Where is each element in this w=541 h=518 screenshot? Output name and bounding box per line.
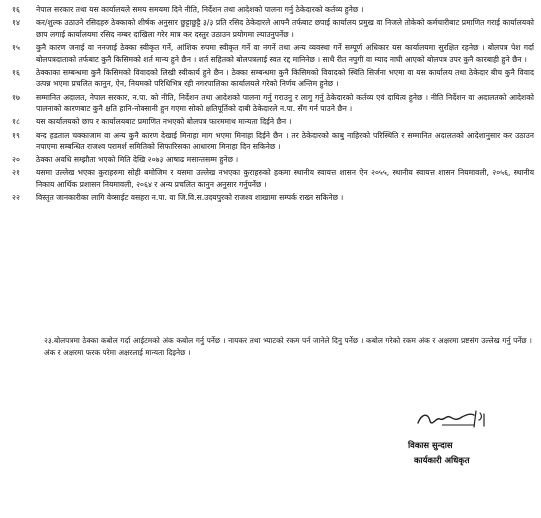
clause-number: १४ [12, 18, 20, 28]
clause-text: बन्द हडताल चक्काजाम वा अन्य कुनै कारण देखाई मिनाहा माग भएमा मिनाहा दिईने छैन । तर ठेकेदारको काबु नाहिरको परिस्थिति र सम्मानित अदालतको आदेशानुसार कर उठाउन नपाएमा सम्बन्धित राजश्व परामर्श समितिको सिफारिसका आधारमा मिनाहा दिन सकिनेछ । [36, 130, 534, 152]
clause-text: विस्तृत जानकारीका लागि वेव्साईट वसहरा न.पा. वा जि.वि.स.उदयपुरको राजश्व शाखामा सम्पर्क राख्न सकिनेछ । [36, 193, 344, 203]
clause-item [10, 167, 534, 192]
clause-item [10, 17, 534, 42]
clause-text: कुनै कारण जनाई वा ननजाई ठेक्का स्वीकृत गर्ने, आंशिक रुपमा स्वीकृत गर्ने वा नगर्ने तथा अन्य व्यवस्था गर्ने सम्पूर्ण अधिकार यस कार्यालयमा सुरक्षित रहनेछ । बोलपत्र पेश गर्दा बोलपत्रदाताको तर्फबाट कुनै किसिमको शर्त मान्य हुने छैन । शर्त सहितको बोलपत्रलाई स्वत रद्द मानिनेछ । साथै रीत नपुगी वा म्याद नाघी आएको बोलपत्र उपर कुनै कारबाही हुने छैन । [36, 42, 534, 64]
clause-item [10, 4, 534, 17]
signatory-name: विकास सुन्दास [408, 440, 453, 450]
clause-text: यसमा उल्लेख भएका कुराहरुमा सोही बमोजिम र यसमा उल्लेख नभएका कुराहरुको हकमा स्थानीय स्वायत्त शासन ऐन २०५५, स्थानीय स्वायत्त शासन नियमावली, २०५६, स्थानीय निकाय आर्थिक प्रशासन नियमावली, २०६४ र अन्य प्रचलित कानुन अनुसार गर्नुपर्नेछ । [36, 168, 534, 190]
signatory-title: कार्यकारी अधिकृत [414, 455, 470, 465]
handwritten-signature [412, 405, 490, 431]
clause-text: सम्मानित अदालत, नेपाल सरकार, न.पा. को नीति, निर्देशन तथा आदेशको पालना गर्नु गराउनु र लागु गर्नु ठेकेदारको कर्तव्य एवं दायित्व हुनेछ । नीति निर्देशन वा अदालतको आदेशको पालनाको कारणबाट कुनै क्षति हानि-नोक्सानी हुन गएमा सोको क्षतिपूर्तिको दाबी ठेकेदारले न.पा. सँग गर्न पाउने छैन । [36, 92, 534, 114]
clause-item [10, 154, 534, 167]
clause-text: कर/शुल्क उठाउने रसिदहरु ठेक्काको शीर्षक अनुसार छुट्टाछुट्टै ३/३ प्रति रसिद ठेकेदारले आफ्नै तर्फबाट छपाई कार्यालय प्रमुख वा निजले तोकेको कर्मचारीबाट प्रमाणित गराई कार्यालयको छाप लगाई कार्यालयमा रसिद नम्बर दाखिला गरेर मात्र कर दस्तुर उठाउन प्रयोगमा ल्याउनुपर्नेछ । [36, 18, 534, 39]
clause-item [10, 92, 534, 117]
clause-text: यस कार्यालयको छाप र कार्यालयबाट प्रमाणित नभएको बोलपत्र फारममाथ मान्यता दिईने छैन । [36, 117, 292, 127]
clause-item [10, 130, 534, 155]
clause-number: १८ [12, 117, 20, 127]
clause-number: २१ [12, 168, 20, 178]
clause-number: १६ [12, 5, 20, 14]
clause-list [10, 4, 534, 205]
clause-text: ठेक्काका सम्बन्धमा कुनै किसिमको विवादको लिखी स्वीकार्य हुने छैन । ठेक्का सम्बन्धमा कुनै किसिमको विवादको स्थिति सिर्जना भएमा वा यस कार्यालय तथा ठेकेदार बीच कुनै विवाद उत्पन्न भएमा प्रचलित कानुन, ऐन, नियमको परिधिभित्र रही नगरपालिका कार्यालयले गरेको निर्णय अन्तिम हुनेछ । [36, 67, 534, 89]
clause-item [10, 42, 534, 67]
clause-item [10, 67, 534, 92]
clause-text: ठेक्का अवधि सम्झौता भएको मिति देखि २०७३ आषाढ मसान्तसम्म हुनेछ । [36, 155, 239, 165]
clause-number: १६ [12, 67, 20, 77]
clause-23-note: २३.बोलपत्रमा ठेक्का कबोल गर्दा आईटमको अंक कबोल गर्नु पर्नेछ । नायकर तथा भ्याटको रकम पर्न जानेले दिनु पर्नेछ । कबोल गरेको रकम अंक र अक्षरमा प्रष्टसंग उल्लेख गर्नु पर्नेछ । अंक र अक्षरमा फरक परेमा अक्षरलाई मान्यता दिइनेछ । [44, 336, 532, 357]
clause-number: १९ [12, 130, 20, 140]
clause-number: २२ [12, 193, 20, 203]
clause-item [10, 192, 534, 205]
clause-number: २० [12, 155, 20, 165]
clause-number: १५ [12, 42, 20, 52]
clause-number: १७ [12, 92, 20, 102]
clause-item [10, 116, 534, 129]
clause-text: नेपाल सरकार तथा यस कार्यालयले समय समयमा दिने नीति, निर्देशन तथा आदेशको पालना गर्नु ठेकेदारको कर्तव्य हुनेछ । [36, 5, 364, 14]
